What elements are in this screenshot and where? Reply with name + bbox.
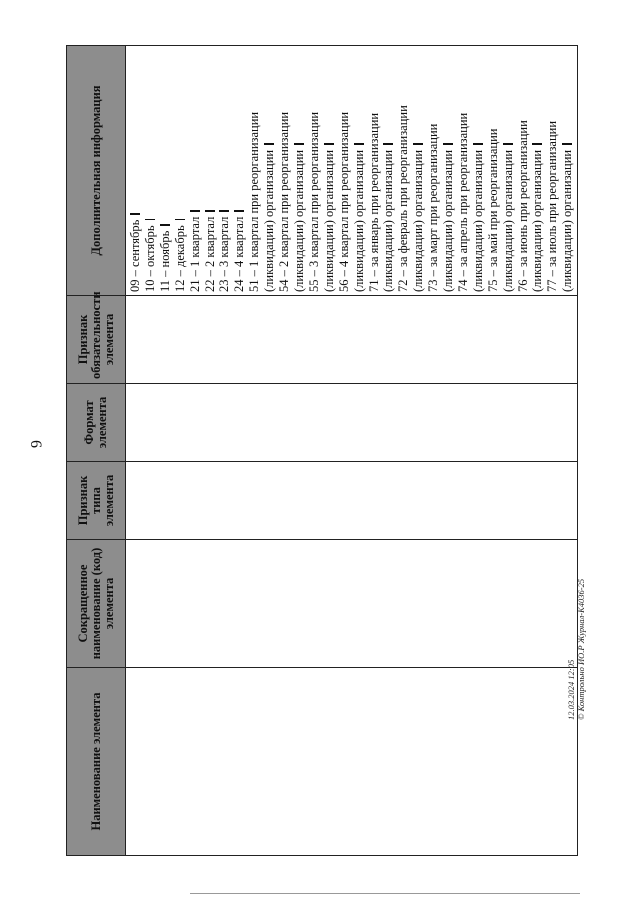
page-bottom-rule (190, 893, 580, 894)
cell-element-format (126, 384, 578, 462)
info-line: (ликвидации) организации (292, 49, 307, 292)
info-line: (ликвидации) организации (471, 49, 486, 292)
info-line: 76 – за июнь при реорганизации (515, 120, 530, 292)
info-line: 10 – октябрь (143, 49, 158, 292)
header-element-name: Наименование элемента (67, 668, 126, 856)
info-line: 71 – за январь при реорганизации (366, 112, 381, 292)
cell-element-type (126, 462, 578, 540)
header-additional-info: Дополнительная информация (67, 46, 126, 296)
info-line: (ликвидации) организации (352, 49, 367, 292)
info-line: (ликвидации) организации (262, 49, 277, 292)
info-line: (ликвидации) организации (322, 49, 337, 292)
info-line: (ликвидации) организации (501, 49, 516, 292)
info-line: 12 – декабрь (173, 49, 188, 292)
info-line: 56 – 4 квартал при реорганизации (336, 111, 351, 292)
table-header-row (67, 46, 126, 856)
info-line: 24 – 4 квартал (232, 49, 247, 292)
digital-signature-stamp (566, 570, 586, 720)
info-line: (ликвидации) организации (411, 49, 426, 292)
info-line: (ликвидации) организации (441, 49, 456, 292)
cell-required-flag (126, 296, 578, 384)
info-line: 54 – 2 квартал при реорганизации (277, 111, 292, 292)
info-line: 77 – за июль при реорганизации (545, 120, 560, 292)
header-required-flag: Признак обязательности элемента (67, 296, 126, 384)
info-line: 72 – за февраль при реорганизации (396, 105, 411, 292)
info-line: 11 – ноябрь (158, 49, 173, 292)
elements-table (66, 45, 578, 856)
info-line: 55 – 3 квартал при реорганизации (306, 111, 321, 292)
info-line: 75 – за май при реорганизации (485, 128, 500, 292)
header-short-name: Сокращенное наименование (код) элемента (67, 540, 126, 668)
header-element-type: Признак типа элемента (67, 462, 126, 540)
header-element-format: Формат элемента (67, 384, 126, 462)
info-line: 09 – сентябрь (128, 49, 143, 292)
info-line: 51 – 1 квартал при реорганизации (247, 111, 262, 292)
stamp-identifier: © Контрольно ИО.Р Журнал-К4036-25 (576, 578, 586, 720)
info-line: 73 – за март при реорганизации (426, 123, 441, 292)
info-line: (ликвидации) организации (381, 49, 396, 292)
info-line: (ликвидации) организации (530, 49, 545, 292)
table-row (126, 46, 578, 856)
page-number: 6 (27, 440, 44, 448)
info-line: 23 – 3 квартал (217, 49, 232, 292)
cell-additional-info (126, 46, 578, 296)
cell-element-name (126, 668, 578, 856)
info-line: 22 – 2 квартал (203, 49, 218, 292)
info-line: (ликвидации) организации (560, 49, 575, 292)
cell-short-name (126, 540, 578, 668)
stamp-timestamp: 12.03.2024 12:05 (566, 659, 576, 720)
info-line: 21 – 1 квартал (188, 49, 203, 292)
info-line: 74 – за апрель при реорганизации (455, 112, 470, 292)
